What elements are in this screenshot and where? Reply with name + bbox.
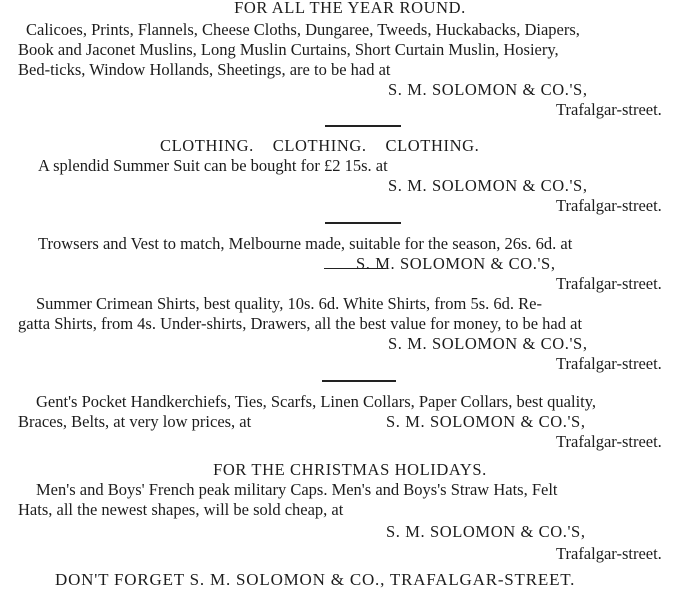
street-name: Trafalgar-street.	[556, 100, 662, 119]
text-line: Braces, Belts, at very low prices, at	[18, 412, 252, 431]
merchant-name: S. M. SOLOMON & CO.'S,	[356, 254, 556, 273]
merchant-name: S. M. SOLOMON & CO.'S,	[388, 80, 588, 99]
merchant-name: S. M. SOLOMON & CO.'S,	[388, 334, 588, 353]
heading-christmas: FOR THE CHRISTMAS HOLIDAYS.	[213, 460, 487, 479]
text-line: Hats, all the newest shapes, will be sold cheap, at	[18, 500, 344, 519]
heading-clothing: CLOTHING. CLOTHING. CLOTHING.	[160, 136, 480, 155]
heading-year-round: FOR ALL THE YEAR ROUND.	[234, 0, 466, 17]
separator-rule	[325, 125, 401, 127]
text-line: gatta Shirts, from 4s. Under-shirts, Drawers, all the best value for money, to be had at	[18, 314, 583, 333]
separator-rule	[324, 268, 386, 269]
text-line: Summer Crimean Shirts, best quality, 10s. 6d. White Shirts, from 5s. 6d. Re-	[36, 294, 542, 313]
merchant-name: S. M. SOLOMON & CO.'S,	[386, 522, 586, 541]
street-name: Trafalgar-street.	[556, 196, 662, 215]
merchant-name: S. M. SOLOMON & CO.'S,	[388, 176, 588, 195]
text-line: A splendid Summer Suit can be bought for £2 15s. at	[38, 156, 388, 175]
text-line: Bed-ticks, Window Hollands, Sheetings, are to be had at	[18, 60, 391, 79]
text-line: Gent's Pocket Handkerchiefs, Ties, Scarfs, Linen Collars, Paper Collars, best quality,	[36, 392, 597, 411]
street-name: Trafalgar-street.	[556, 274, 662, 293]
separator-rule	[322, 380, 396, 382]
footer-line: DON'T FORGET S. M. SOLOMON & CO., TRAFALGAR-STREET.	[55, 570, 576, 589]
text-line: Trowsers and Vest to match, Melbourne made, suitable for the season, 26s. 6d. at	[38, 234, 573, 253]
street-name: Trafalgar-street.	[556, 354, 662, 373]
separator-rule	[325, 222, 401, 224]
street-name: Trafalgar-street.	[556, 544, 662, 563]
street-name: Trafalgar-street.	[556, 432, 662, 451]
text-line: Men's and Boys' French peak military Caps. Men's and Boys's Straw Hats, Felt	[36, 480, 558, 499]
text-line: Book and Jaconet Muslins, Long Muslin Curtains, Short Curtain Muslin, Hosiery,	[18, 40, 559, 59]
text-line: Calicoes, Prints, Flannels, Cheese Cloths, Dungaree, Tweeds, Huckabacks, Diapers,	[26, 20, 580, 39]
merchant-name: S. M. SOLOMON & CO.'S,	[386, 412, 586, 431]
